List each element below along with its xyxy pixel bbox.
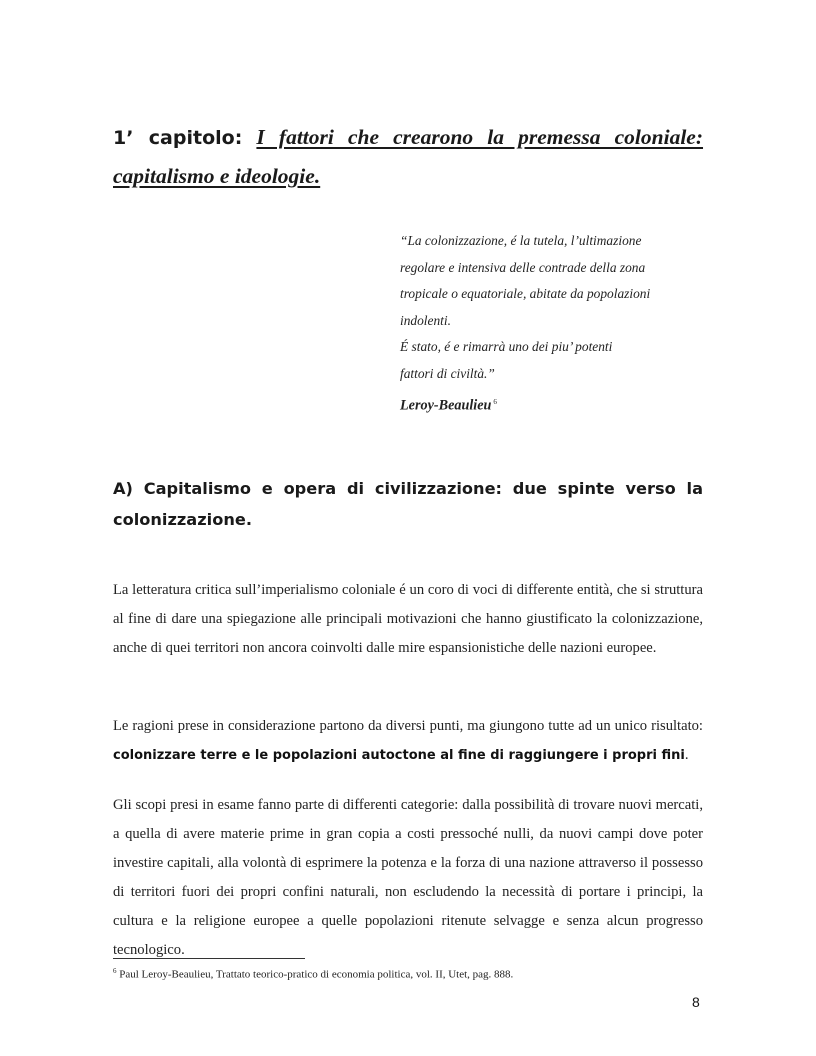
chapter-title: I fattori che crearono la premessa coloniale: capitalismo e ideologie. — [113, 125, 704, 188]
body-paragraph: Gli scopi presi in esame fanno parte di differenti categorie: dalla possibilità di trovare nuovi mercati, a quella di avere materie prime in gran copia a costi pressoché nulli, da nuovi campi dove poter investire capitali, alla volontà di esprimere la potenza e la forza di una nazione attraverso il possesso di territori fuori dei propri confini naturali, non escludendo la necessità di portare i principi, la cultura e la religione europee a quelle popolazioni ritenute selvagge e senza alcun progresso tecnologico. — [113, 796, 703, 958]
epigraph-author-name: Leroy-Beaulieu — [400, 397, 492, 414]
footnote-text: Paul Leroy-Beaulieu, Trattato teorico-pratico di economia politica, vol. II, Utet, pag. 888. — [119, 968, 514, 981]
footnote-marker: 6 — [113, 967, 117, 975]
section-heading: A) Capitalismo e opera di civilizzazione: due spinte verso la colonizzazione. — [113, 479, 703, 529]
footnote-separator — [113, 958, 305, 959]
epigraph-line: “La colonizzazione, é la tutela, l’ultimazione — [400, 233, 642, 248]
chapter-number: 1’ capitolo: — [113, 127, 243, 149]
footnote — [113, 964, 713, 982]
page-number: 8 — [692, 994, 700, 1010]
epigraph-line: indolenti. — [400, 312, 451, 328]
epigraph-line: fattori di civiltà.” — [400, 365, 495, 381]
epigraph-author — [400, 389, 665, 419]
emphasized-text: colonizzare terre e le popolazioni autoctone al fine di raggiungere i propri fini — [113, 747, 685, 763]
epigraph-line: É stato, é e rimarrà uno dei piu’ potenti — [400, 339, 613, 354]
body-paragraph: La letteratura critica sull’imperialismo coloniale é un coro di voci di differente entità, che si struttura al fine di dare una spiegazione alle principali motivazioni che hanno giustificato la colonizzazione, anche di quei territori non ancora coinvolti dalle mire espansionistiche delle nazioni europee. — [113, 581, 703, 656]
footnote-reference[interactable]: 6 — [493, 398, 497, 406]
body-paragraph — [113, 712, 703, 770]
epigraph-line: tropicale o equatoriale, abitate da popolazioni — [400, 286, 651, 301]
epigraph — [400, 228, 665, 419]
paragraph-text: . — [684, 746, 689, 763]
paragraph-text: Le ragioni prese in considerazione partono da diversi punti, ma giungono tutte ad un unico risultato: — [113, 717, 703, 734]
chapter-heading — [113, 118, 703, 195]
epigraph-line: regolare e intensiva delle contrade della zona — [400, 259, 646, 275]
